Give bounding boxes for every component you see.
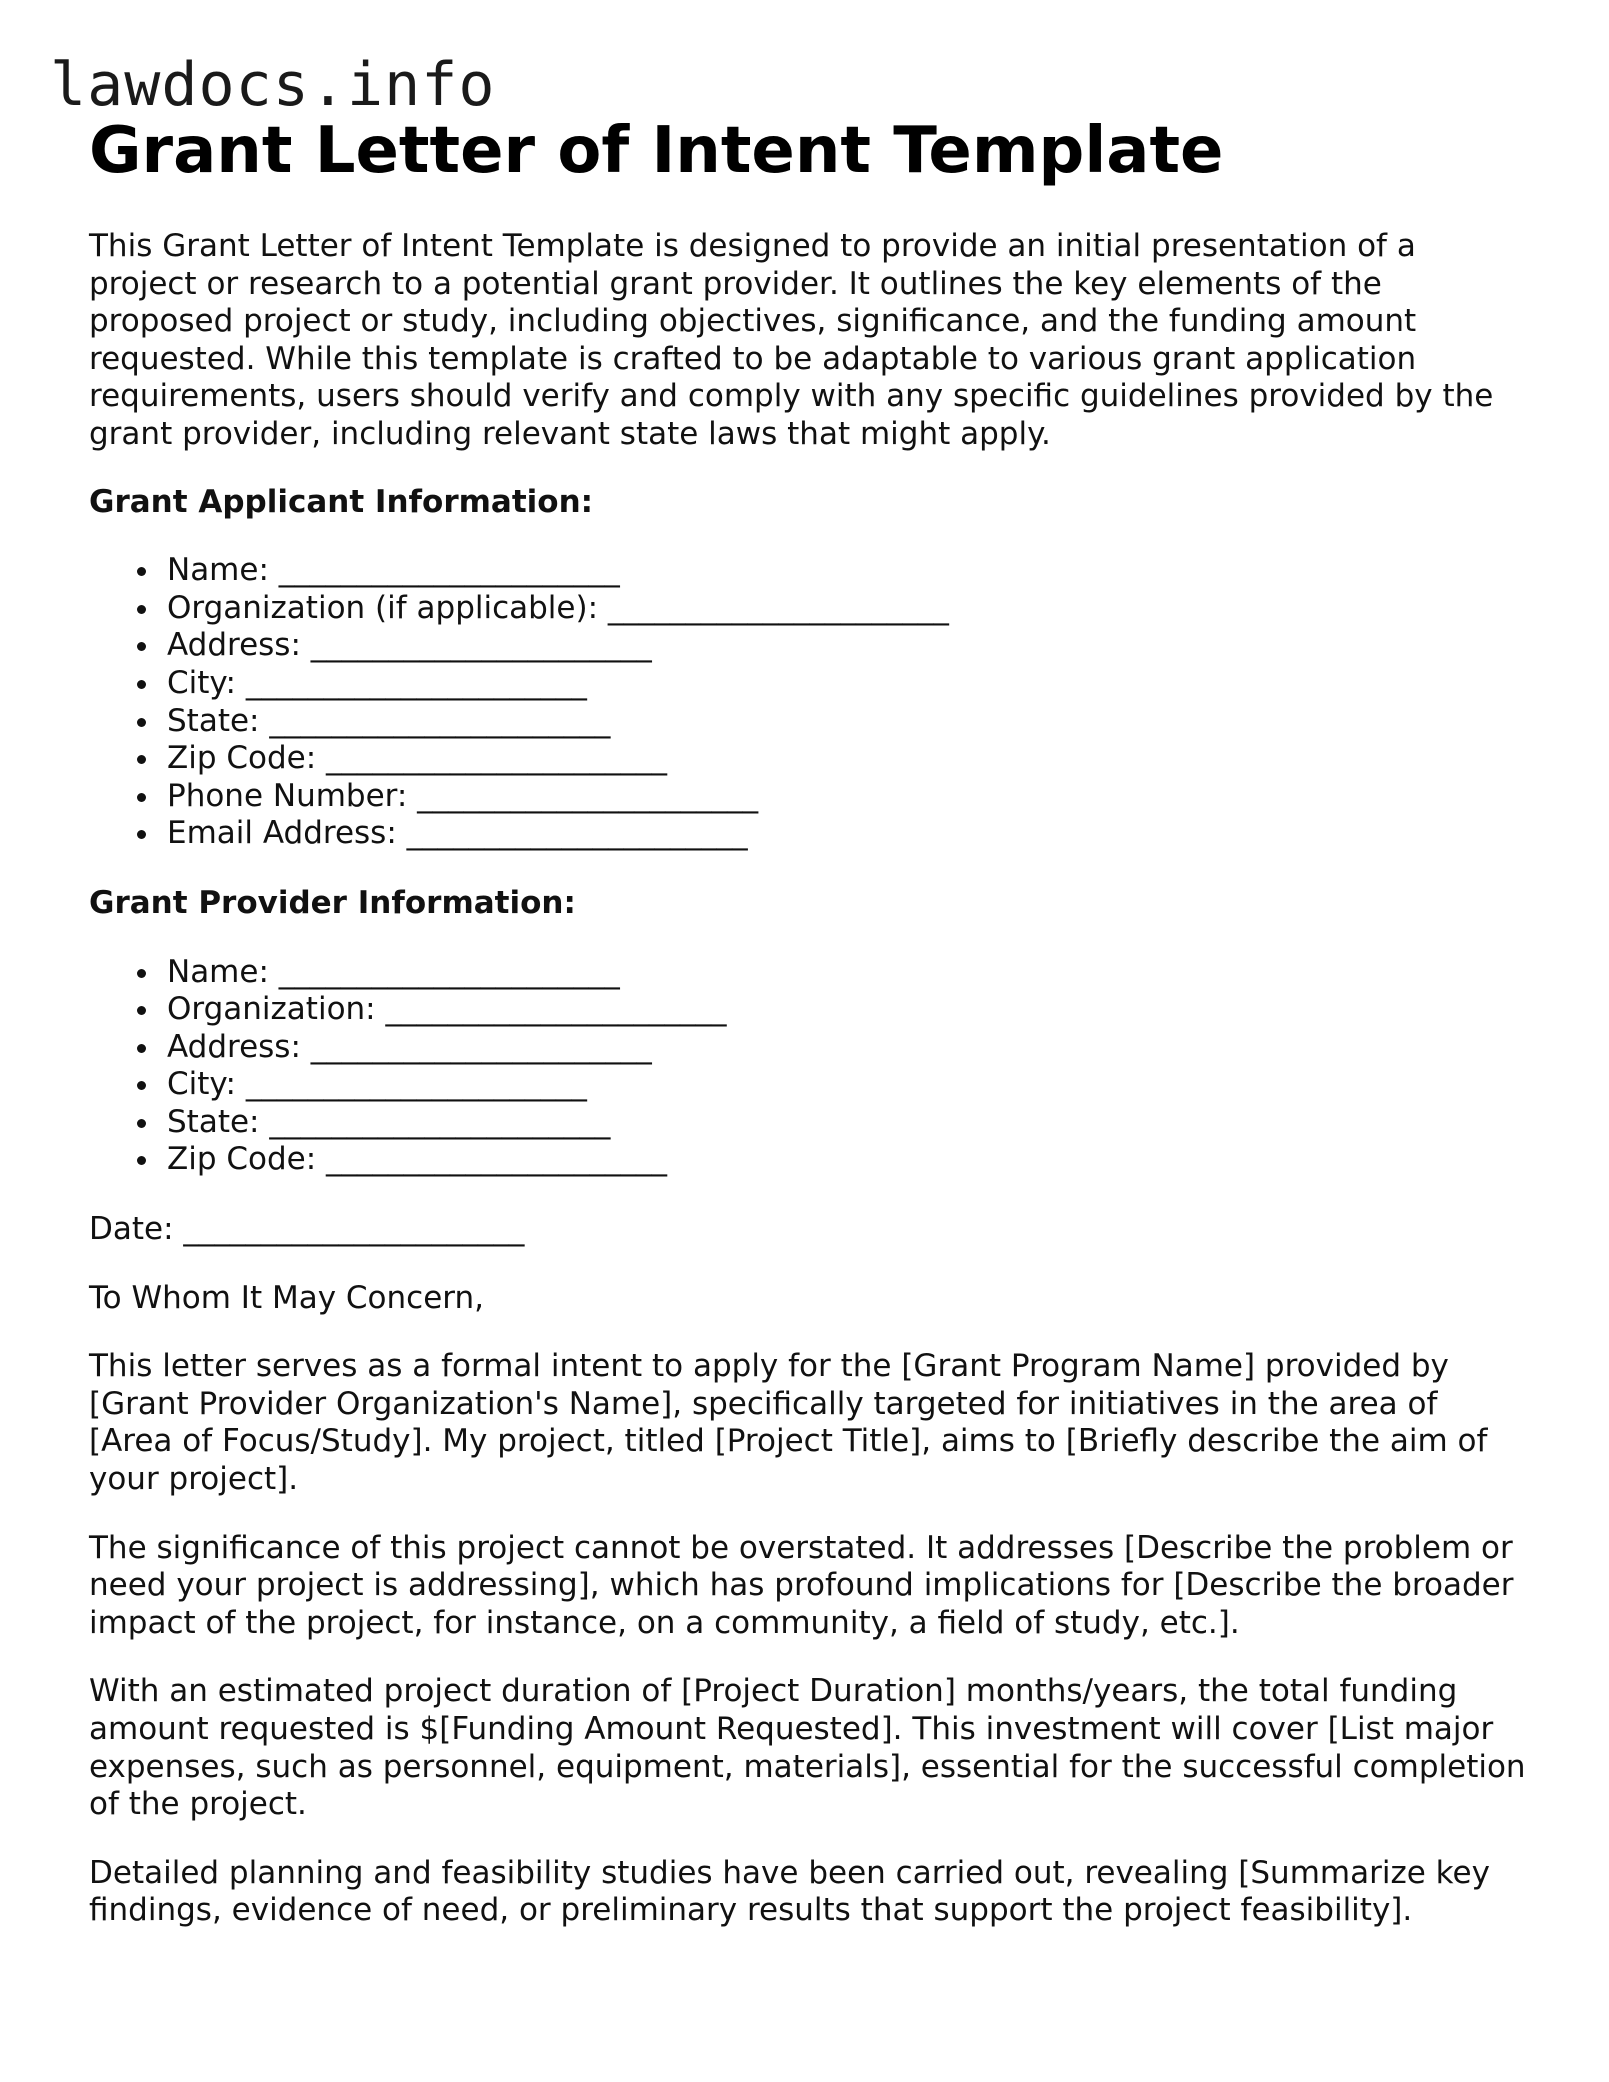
list-item <box>167 740 1529 778</box>
body-paragraph-funding: With an estimated project duration of [Project Duration] months/years, the total funding amount requested is $[Funding Amount Requested]. This investment will cover [List major expenses, such as personnel, equipment, materials], essential for the successful completion of the project. <box>89 1673 1526 1823</box>
field-label: City: <box>167 1066 236 1103</box>
field-label: State: <box>167 1103 260 1140</box>
fill-in-blank: ______________________ <box>385 991 727 1028</box>
applicant-heading: Grant Applicant Information: <box>89 483 594 520</box>
list-item <box>167 1066 1529 1104</box>
list-item <box>167 590 1529 628</box>
fill-in-blank: ______________________ <box>269 1103 611 1140</box>
list-item <box>167 778 1529 816</box>
body-paragraph-significance: The significance of this project cannot be overstated. It addresses [Describe the problem or need your project is addressing], which has profound implications for [Describe the broader impact of the project, for instance, on a community, a field of study, etc.]. <box>89 1529 1514 1641</box>
provider-fields-list <box>89 954 1529 1180</box>
field-label: Phone Number: <box>167 777 408 814</box>
list-item <box>167 552 1529 590</box>
fill-in-blank: ______________________ <box>326 740 668 777</box>
list-item <box>167 703 1529 741</box>
list-item <box>167 1141 1529 1179</box>
list-item <box>167 627 1529 665</box>
list-item <box>167 1029 1529 1067</box>
document-title: Grant Letter of Intent Template <box>89 114 1224 188</box>
fill-in-blank: ______________________ <box>278 552 620 589</box>
date-label: Date: <box>89 1211 174 1248</box>
site-watermark: lawdocs.info <box>50 50 496 120</box>
fill-in-blank: ______________________ <box>245 1066 587 1103</box>
field-label: Address: <box>167 627 301 664</box>
field-label: Zip Code: <box>167 1141 317 1178</box>
document-page <box>89 112 1529 1961</box>
field-label: Organization: <box>167 991 376 1028</box>
field-label: Address: <box>167 1028 301 1065</box>
fill-in-blank: ______________________ <box>278 953 620 990</box>
field-label: Zip Code: <box>167 740 317 777</box>
field-label: Name: <box>167 953 269 990</box>
fill-in-blank: ______________________ <box>183 1211 525 1248</box>
field-label: City: <box>167 664 236 701</box>
fill-in-blank: ______________________ <box>326 1141 668 1178</box>
fill-in-blank: ______________________ <box>269 702 611 739</box>
list-item <box>167 991 1529 1029</box>
field-label: State: <box>167 702 260 739</box>
list-item <box>167 1104 1529 1142</box>
fill-in-blank: ______________________ <box>310 1028 652 1065</box>
provider-heading: Grant Provider Information: <box>89 884 576 921</box>
fill-in-blank: ______________________ <box>607 589 949 626</box>
field-label: Name: <box>167 552 269 589</box>
salutation: To Whom It May Concern, <box>89 1279 484 1316</box>
fill-in-blank: ______________________ <box>406 815 748 852</box>
fill-in-blank: ______________________ <box>310 627 652 664</box>
fill-in-blank: ______________________ <box>417 777 759 814</box>
field-label: Organization (if applicable): <box>167 589 599 626</box>
intro-paragraph: This Grant Letter of Intent Template is designed to provide an initial presentation of a project or research to a potential grant provider. It outlines the key elements of the proposed project or study, including objectives, significance, and the funding amount requested. While this template is crafted to be adaptable to various grant application requirements, users should verify and comply with any specific guidelines provided by the grant provider, including relevant state laws that might apply. <box>89 228 1494 452</box>
list-item <box>167 815 1529 853</box>
body-paragraph-intent: This letter serves as a formal intent to apply for the [Grant Program Name] provided by [Grant Provider Organization's Name], specifically targeted for initiatives in the area of [Area of Focus/Study]. My project, titled [Project Title], aims to [Briefly describe the aim of your project]. <box>89 1348 1488 1498</box>
list-item <box>167 954 1529 992</box>
body-paragraph-feasibility: Detailed planning and feasibility studies have been carried out, revealing [Summarize key findings, evidence of need, or preliminary results that support the project feasibility]. <box>89 1854 1490 1929</box>
field-label: Email Address: <box>167 815 397 852</box>
list-item <box>167 665 1529 703</box>
applicant-fields-list <box>89 552 1529 853</box>
fill-in-blank: ______________________ <box>245 664 587 701</box>
date-line <box>89 1211 1529 1249</box>
